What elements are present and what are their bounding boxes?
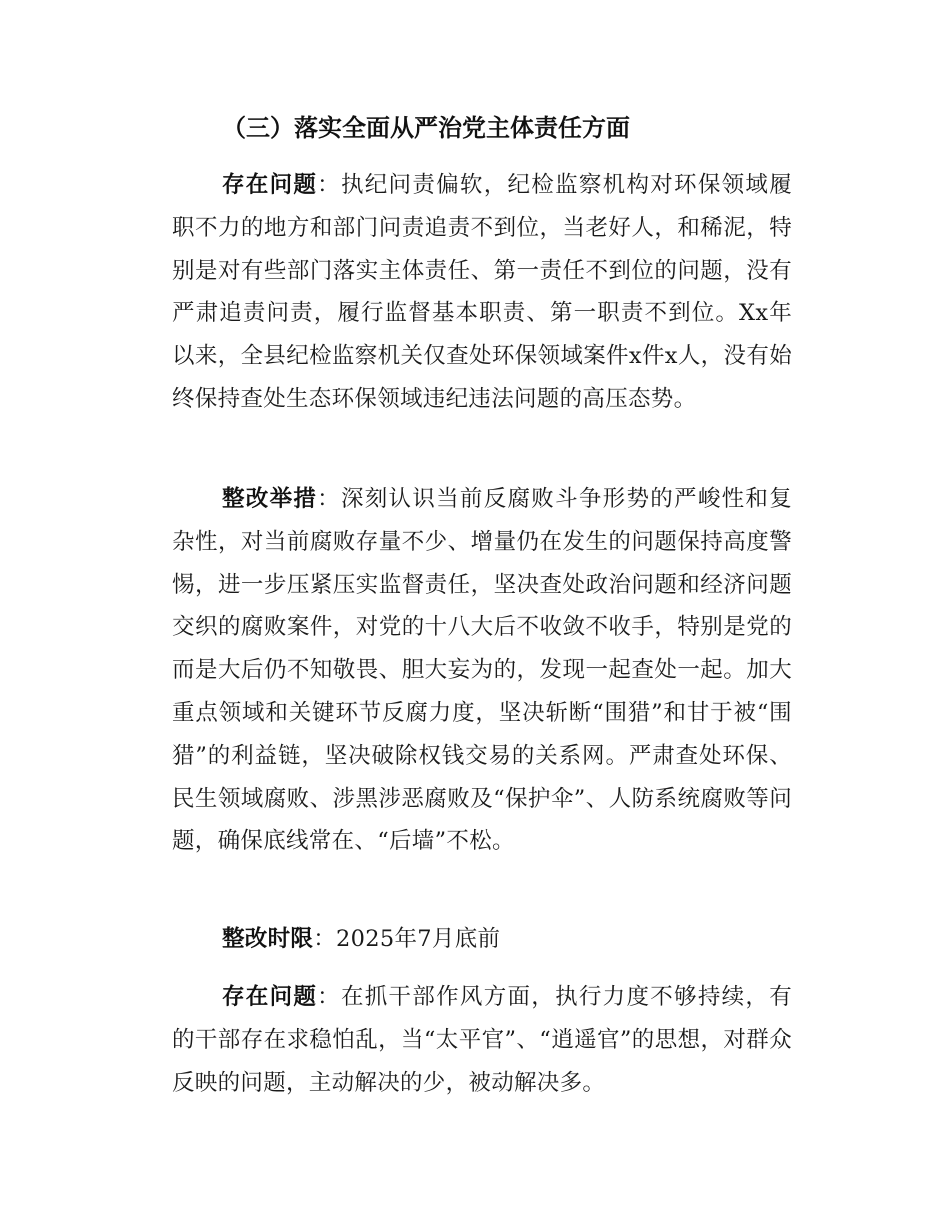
problem-paragraph-2 <box>172 976 792 1104</box>
deadline-paragraph <box>172 918 792 961</box>
deadline-label: 整改时限 <box>222 926 314 952</box>
measures-paragraph <box>172 478 792 863</box>
label-separator: ： <box>317 984 341 1010</box>
problem-label: 存在问题 <box>222 984 318 1010</box>
label-separator: ： <box>317 172 341 198</box>
deadline-text: 2025年7月底前 <box>336 926 501 952</box>
measures-label: 整改举措 <box>222 486 318 512</box>
label-separator: ： <box>317 486 341 512</box>
label-separator: ： <box>313 926 337 952</box>
section-heading: （三）落实全面从严治党主体责任方面 <box>222 114 630 142</box>
problem-text: 在抓干部作风方面，执行力度不够持续，有的干部存在求稳怕乱，当“太平官”、“逍遥官”的思想，对群众反映的问题，主动解决的少，被动解决多。 <box>172 984 792 1096</box>
problem-label: 存在问题 <box>222 172 318 198</box>
problem-text: 执纪问责偏软，纪检监察机构对环保领域履职不力的地方和部门问责追责不到位，当老好人，和稀泥，特别是对有些部门落实主体责任、第一责任不到位的问题，没有严肃追责问责，履行监督基本职责、第一职责不到位。Xx年以来，全县纪检监察机关仅查处环保领域案件x件x人，没有始终保持查处生态环保领域违纪违法问题的高压态势。 <box>172 172 792 412</box>
measures-text: 深刻认识当前反腐败斗争形势的严峻性和复杂性，对当前腐败存量不少、增量仍在发生的问题保持高度警惕，进一步压紧压实监督责任，坚决查处政治问题和经济问题交织的腐败案件，对党的十八大后不收敛不收手，特别是党的而是大后仍不知敬畏、胆大妄为的，发现一起查处一起。加大重点领域和关键环节反腐力度，坚决斩断“围猎”和甘于被“围猎”的利益链，坚决破除权钱交易的关系网。严肃查处环保、民生领域腐败、涉黑涉恶腐败及“保护伞”、人防系统腐败等问题，确保底线常在、“后墙”不松。 <box>172 486 792 855</box>
problem-paragraph-1 <box>172 164 792 421</box>
